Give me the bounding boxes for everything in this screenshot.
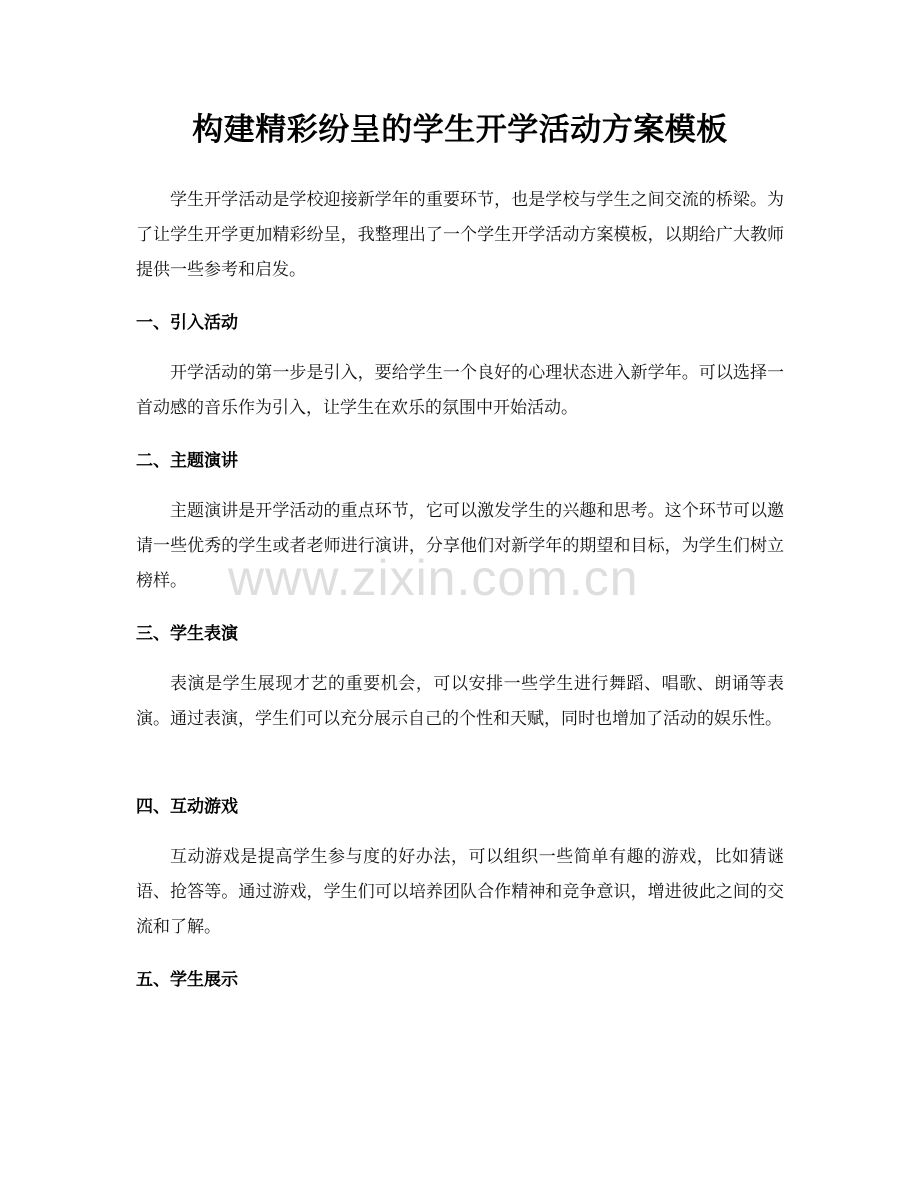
section-heading-3: 三、学生表演 — [136, 624, 238, 644]
document-title: 构建精彩纷呈的学生开学活动方案模板 — [192, 112, 728, 148]
section-heading-5: 五、学生展示 — [136, 970, 238, 990]
section-body-1: 开学活动的第一步是引入，要给学生一个良好的心理状态进入新学年。可以选择一首动感的音乐作为引入，让学生在欢乐的氛围中开始活动。 — [136, 363, 784, 418]
section-heading-2: 二、主题演讲 — [136, 451, 238, 471]
section-body-3: 表演是学生展现才艺的重要机会，可以安排一些学生进行舞蹈、唱歌、朗诵等表演。通过表演，学生们可以充分展示自己的个性和天赋，同时也增加了活动的娱乐性。 — [136, 674, 784, 729]
section-heading-4: 四、互动游戏 — [136, 797, 238, 817]
section-heading-1: 一、引入活动 — [136, 313, 238, 333]
section-body-2: 主题演讲是开学活动的重点环节，它可以激发学生的兴趣和思考。这个环节可以邀请一些优秀的学生或者老师进行演讲，分享他们对新学年的期望和目标，为学生们树立榜样。 — [136, 501, 784, 591]
intro-paragraph: 学生开学活动是学校迎接新学年的重要环节，也是学校与学生之间交流的桥梁。为了让学生开学更加精彩纷呈，我整理出了一个学生开学活动方案模板，以期给广大教师提供一些参考和启发。 — [136, 190, 784, 280]
watermark-text: www.zixin.com.cn — [228, 550, 639, 606]
section-body-4: 互动游戏是提高学生参与度的好办法，可以组织一些简单有趣的游戏，比如猜谜语、抢答等。通过游戏，学生们可以培养团队合作精神和竞争意识，增进彼此之间的交流和了解。 — [136, 847, 784, 937]
